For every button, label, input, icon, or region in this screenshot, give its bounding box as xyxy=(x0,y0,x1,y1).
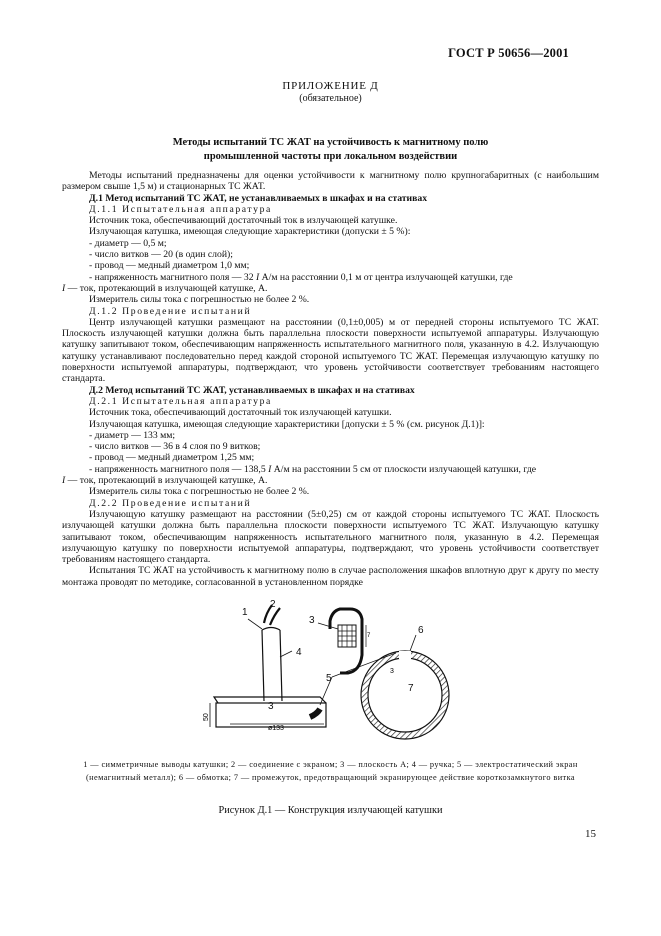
heading-line-1: Методы испытаний ТС ЖАТ на устойчивость к магнитному полю xyxy=(172,137,489,148)
appendix-title: ПРИЛОЖЕНИЕ Д xyxy=(282,80,379,92)
figure-legend: 1 — симметричные выводы катушки; 2 — соединение с экраном; 3 — плоскость А; 4 — ручка; 5 — электростатический экран (немагнитный металл); 6 — обмотка; 7 — промежуток, предотвращающий экранирующее действие короткозамкнутого витка xyxy=(83,760,578,782)
d2-title: Д.2 Метод испытаний ТС ЖАТ, устанавливаемых в шкафах и на стативах xyxy=(89,384,415,396)
d21-g-text: — ток, протекающий в излучающей катушке, А. xyxy=(67,475,268,487)
label-3-side: 3 xyxy=(268,701,274,712)
d11-f-part2: А/м на расстоянии 0,1 м от центра излучающей катушки, где xyxy=(261,271,513,283)
d11-subtitle: Д.1.1 Испытательная аппаратура xyxy=(89,203,272,215)
page-number: 15 xyxy=(585,828,596,840)
d11-item-c: - диаметр — 0,5 м; xyxy=(89,237,167,249)
d21-f-part2: А/м на расстоянии 5 см от плоскости излучающей катушки, где xyxy=(273,463,537,475)
figure-title: Рисунок Д.1 — Конструкция излучающей катушки xyxy=(218,805,443,816)
dim-diameter: ø133 xyxy=(268,725,284,732)
d22-subtitle: Д.2.2 Проведение испытаний xyxy=(89,497,252,509)
label-3: 3 xyxy=(309,615,315,626)
d21-item-b: Излучающая катушка, имеющая следующие характеристики [допуски ± 5 % (см. рисунок Д.1)]: xyxy=(89,418,485,430)
coil-ring-view xyxy=(361,651,449,739)
label-2: 2 xyxy=(270,599,276,610)
current-symbol: I xyxy=(62,475,66,487)
d22-paragraph-b: Испытания ТС ЖАТ на устойчивость к магнитному полю в случае расположения шкафов вплотную друг к другу по месту монтажа проводят по методике, согласованной в установленном порядке xyxy=(62,565,599,588)
current-symbol: I xyxy=(62,282,66,294)
d1-title: Д.1 Метод испытаний ТС ЖАТ, не устанавливаемых в шкафах и на стативах xyxy=(89,192,428,204)
d11-item-h: Измеритель силы тока с погрешностью не более 2 %. xyxy=(89,294,310,306)
label-4: 4 xyxy=(296,647,302,658)
d21-item-c: - диаметр — 133 мм; xyxy=(89,429,176,441)
d21-item-d: - число витков — 36 в 4 слоя по 9 витков; xyxy=(89,441,261,453)
heading-line-2: промышленной частоты при локальном воздействии xyxy=(203,151,458,162)
d11-item-a: Источник тока, обеспечивающий достаточный ток в излучающей катушке. xyxy=(89,215,398,227)
coil-section-mark xyxy=(310,709,320,717)
d12-paragraph: Центр излучающей катушки размещают на расстоянии (0,1±0,005) м от передней стороны испытуемого ТС ЖАТ. Плоскость излучающей катушки должна быть параллельна плоскости поверхности испытуемой аппаратуры. Излучающую катушку запитывают током, обеспечивающим напряженность испытательного магнитного поля, указанную в 4.2. Излучающую катушку устанавливают последовательно перед каждой стороной испытуемого ТС ЖАТ. Перемещая излучающую катушку по поверхности испытуемой аппаратуры, подтверждают, что уровень устойчивости соответствует требованиям настоящего стандарта. xyxy=(62,316,599,385)
d11-f-part1: - напряженность магнитного поля — 32 xyxy=(89,271,254,283)
standard-number: ГОСТ Р 50656—2001 xyxy=(448,46,569,60)
d11-item-d: - число витков — 20 (в один слой); xyxy=(89,249,233,261)
section-heading xyxy=(60,136,601,164)
label-6: 6 xyxy=(418,625,424,636)
dim-gap: 3 xyxy=(390,668,394,675)
dim-width: 7 xyxy=(367,633,371,639)
d11-item-f xyxy=(62,272,599,283)
dim-height: 50 xyxy=(203,713,210,721)
d21-item-h: Измеритель силы тока с погрешностью не более 2 %. xyxy=(89,486,310,498)
d21-item-a: Источник тока, обеспечивающий достаточный ток излучающей катушки. xyxy=(89,407,392,419)
d11-item-e: - провод — медный диаметром 1,0 мм; xyxy=(89,260,250,272)
d11-item-g xyxy=(62,283,599,294)
d22-paragraph-a: Излучающую катушку размещают на расстоянии (5±0,25) см от каждой стороны испытуемого ТС ЖАТ. Плоскость излучающей катушки должна быть параллельна плоскости поверхности испытуемого ТС ЖАТ. Излучающую катушку запитывают током, обеспечивающим напряженность испытательного магнитного поля, указанную в 4.2. Перемещая излучающую катушку по поверхности испытуемой аппаратуры, подтверждают, что уровень устойчивости соответствует требованиям настоящего стандарта. xyxy=(62,508,599,566)
d21-item-g xyxy=(62,475,599,486)
d21-item-e: - провод — медный диаметром 1,25 мм; xyxy=(89,452,255,464)
coil-figure xyxy=(200,593,460,745)
current-symbol: I xyxy=(268,463,272,475)
d21-f-part1: - напряженность магнитного поля — 138,5 xyxy=(89,463,266,475)
intro-paragraph: Методы испытаний предназначены для оценки устойчивости к магнитному полю крупногабаритных (с наибольшим размером свыше 1,5 м) и стационарных ТС ЖАТ. xyxy=(62,170,599,193)
d12-subtitle: Д.1.2 Проведение испытаний xyxy=(89,305,252,317)
label-7: 7 xyxy=(408,683,414,694)
label-1: 1 xyxy=(242,607,248,618)
d21-subtitle: Д.2.1 Испытательная аппаратура xyxy=(89,395,272,407)
body-text xyxy=(62,170,599,588)
d11-g-text: — ток, протекающий в излучающей катушке, А. xyxy=(67,282,268,294)
d11-item-b: Излучающая катушка, имеющая следующие характеристики (допуски ± 5 %): xyxy=(89,226,411,238)
d21-item-f xyxy=(62,464,599,475)
current-symbol: I xyxy=(255,271,260,283)
coil-section-detail xyxy=(330,609,371,673)
label-5: 5 xyxy=(326,673,332,684)
appendix-status: (обязательное) xyxy=(299,93,362,104)
